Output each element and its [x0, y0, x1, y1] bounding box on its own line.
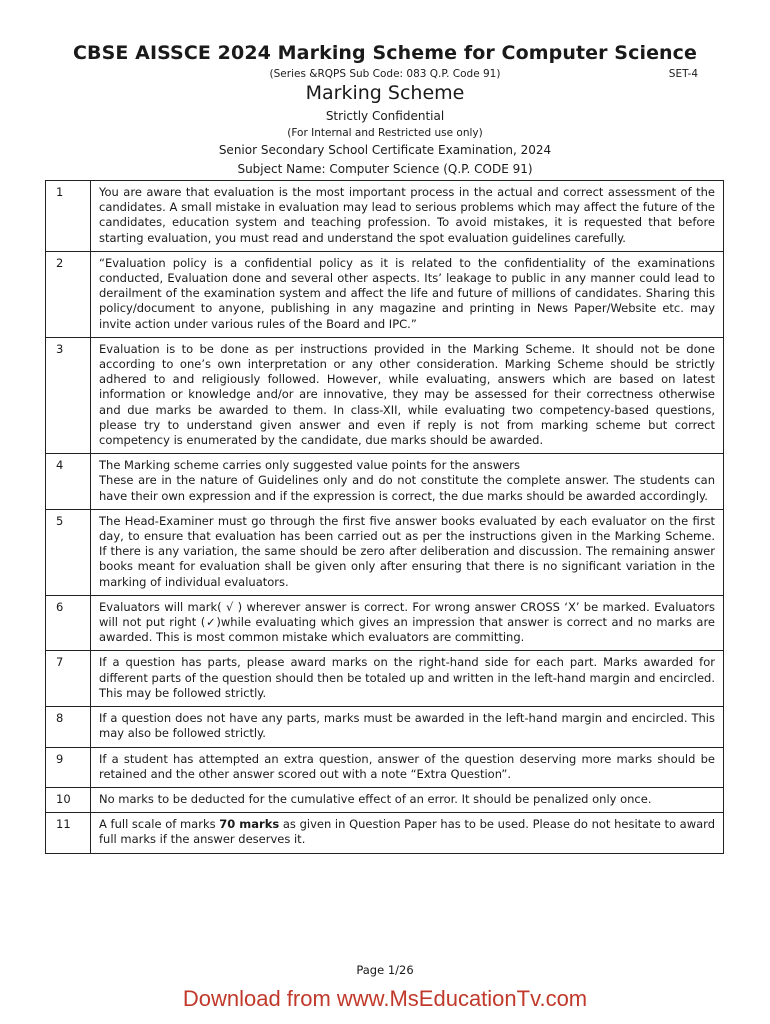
row-text — [91, 454, 724, 510]
series-code: (Series &RQPS Sub Code: 083 Q.P. Code 91) — [269, 68, 501, 80]
subject-name: Subject Name: Computer Science (Q.P. CODE 91) — [237, 162, 533, 176]
row-text: Evaluation is to be done as per instructions provided in the Marking Scheme. It should not be done according to one’s own interpretation or any other consideration. Marking Scheme should be strictly adhered to and religiously followed. However, while evaluating, answers which are based on latest information or knowledge and/or are innovative, they may be assessed for their correctness otherwise and due marks be awarded to them. In class-XII, while evaluating two competency-based questions, please try to understand given answer and even if reply is not from marking scheme but correct competency is enumerated by the candidate, due marks should be awarded. — [91, 337, 724, 453]
row-text: “Evaluation policy is a confidential policy as it is related to the confidentiality of the examinations conducted, Evaluation done and several other aspects. Its’ leakage to public in any manner could lead to derailment of the examination system and affect the life and future of millions of candidates. Sharing this policy/document to anyone, publishing in any magazine and printing in News Paper/Website etc. may invite action under various rules of the Board and IPC.” — [91, 251, 724, 337]
row-text: If a student has attempted an extra question, answer of the question deserving more marks should be retained and the other answer scored out with a note “Extra Question”. — [91, 747, 724, 787]
table-row — [46, 595, 724, 651]
row-number: 10 — [46, 787, 91, 812]
row-text: No marks to be deducted for the cumulative effect of an error. It should be penalized only once. — [91, 787, 724, 812]
row-number: 3 — [46, 337, 91, 453]
row-number: 6 — [46, 595, 91, 651]
row-text: If a question does not have any parts, marks must be awarded in the left-hand margin and encircled. This may also be followed strictly. — [91, 707, 724, 747]
download-watermark[interactable]: Download from www.MsEducationTv.com — [182, 986, 588, 1011]
document-title: CBSE AISSCE 2024 Marking Scheme for Computer Science — [72, 42, 698, 64]
row-number: 11 — [46, 813, 91, 853]
row-text-line: The Marking scheme carries only suggested value points for the answers — [99, 458, 521, 473]
set-label: SET-4 — [668, 68, 698, 80]
series-line — [0, 68, 770, 82]
row-number: 1 — [46, 181, 91, 252]
table-row — [46, 337, 724, 453]
row-text-bold: 70 marks — [219, 817, 280, 832]
table-row — [46, 747, 724, 787]
guidelines-table — [45, 180, 724, 854]
row-number: 2 — [46, 251, 91, 337]
row-text: If a question has parts, please award marks on the right-hand side for each part. Marks awarded for different parts of the question should then be totaled up and written in the left-hand margin and encircled. This may be followed strictly. — [91, 651, 724, 707]
row-text-part: as given in Question Paper has to be used. Please do not hesitate to award full marks if the answer deserves it. — [99, 817, 716, 847]
row-text: Evaluators will mark( √ ) wherever answer is correct. For wrong answer CROSS ‘X’ be marked. Evaluators will not put right (✓)while evaluating which gives an impression that answer is correct and no marks are awarded. This is most common mistake which evaluators are committing. — [91, 595, 724, 651]
table-row — [46, 181, 724, 252]
row-number: 9 — [46, 747, 91, 787]
row-text — [91, 813, 724, 853]
row-text: You are aware that evaluation is the most important process in the actual and correct assessment of the candidates. A small mistake in evaluation may lead to serious problems which may affect the future of the candidates, education system and teaching profession. To avoid mistakes, it is requested that before starting evaluation, you must read and understand the spot evaluation guidelines carefully. — [91, 181, 724, 252]
table-row — [46, 251, 724, 337]
row-number: 4 — [46, 454, 91, 510]
table-row — [46, 787, 724, 812]
row-number: 5 — [46, 509, 91, 595]
row-number: 7 — [46, 651, 91, 707]
table-row — [46, 651, 724, 707]
confidential-note: Strictly Confidential — [325, 109, 445, 123]
table-row — [46, 454, 724, 510]
table-row — [46, 707, 724, 747]
internal-use-note: (For Internal and Restricted use only) — [287, 127, 483, 139]
row-text: The Head-Examiner must go through the first five answer books evaluated by each evaluator on the first day, to ensure that evaluation has been carried out as per the instructions given in the Marking Scheme. If there is any variation, the same should be zero after deliberation and discussion. The remaining answer books meant for evaluation shall be given only after ensuring that there is no significant variation in the marking of individual evaluators. — [91, 509, 724, 595]
marking-scheme-heading: Marking Scheme — [305, 82, 465, 104]
table-row — [46, 509, 724, 595]
page-number: Page 1/26 — [356, 963, 414, 977]
table-row — [46, 813, 724, 853]
row-number: 8 — [46, 707, 91, 747]
row-text-line: These are in the nature of Guidelines only and do not constitute the complete answer. The students can have their own expression and if the expression is correct, the due marks should be awarded accordingly. — [99, 473, 715, 503]
row-text-part: A full scale of marks — [99, 817, 220, 832]
exam-name: Senior Secondary School Certificate Examination, 2024 — [218, 143, 552, 157]
